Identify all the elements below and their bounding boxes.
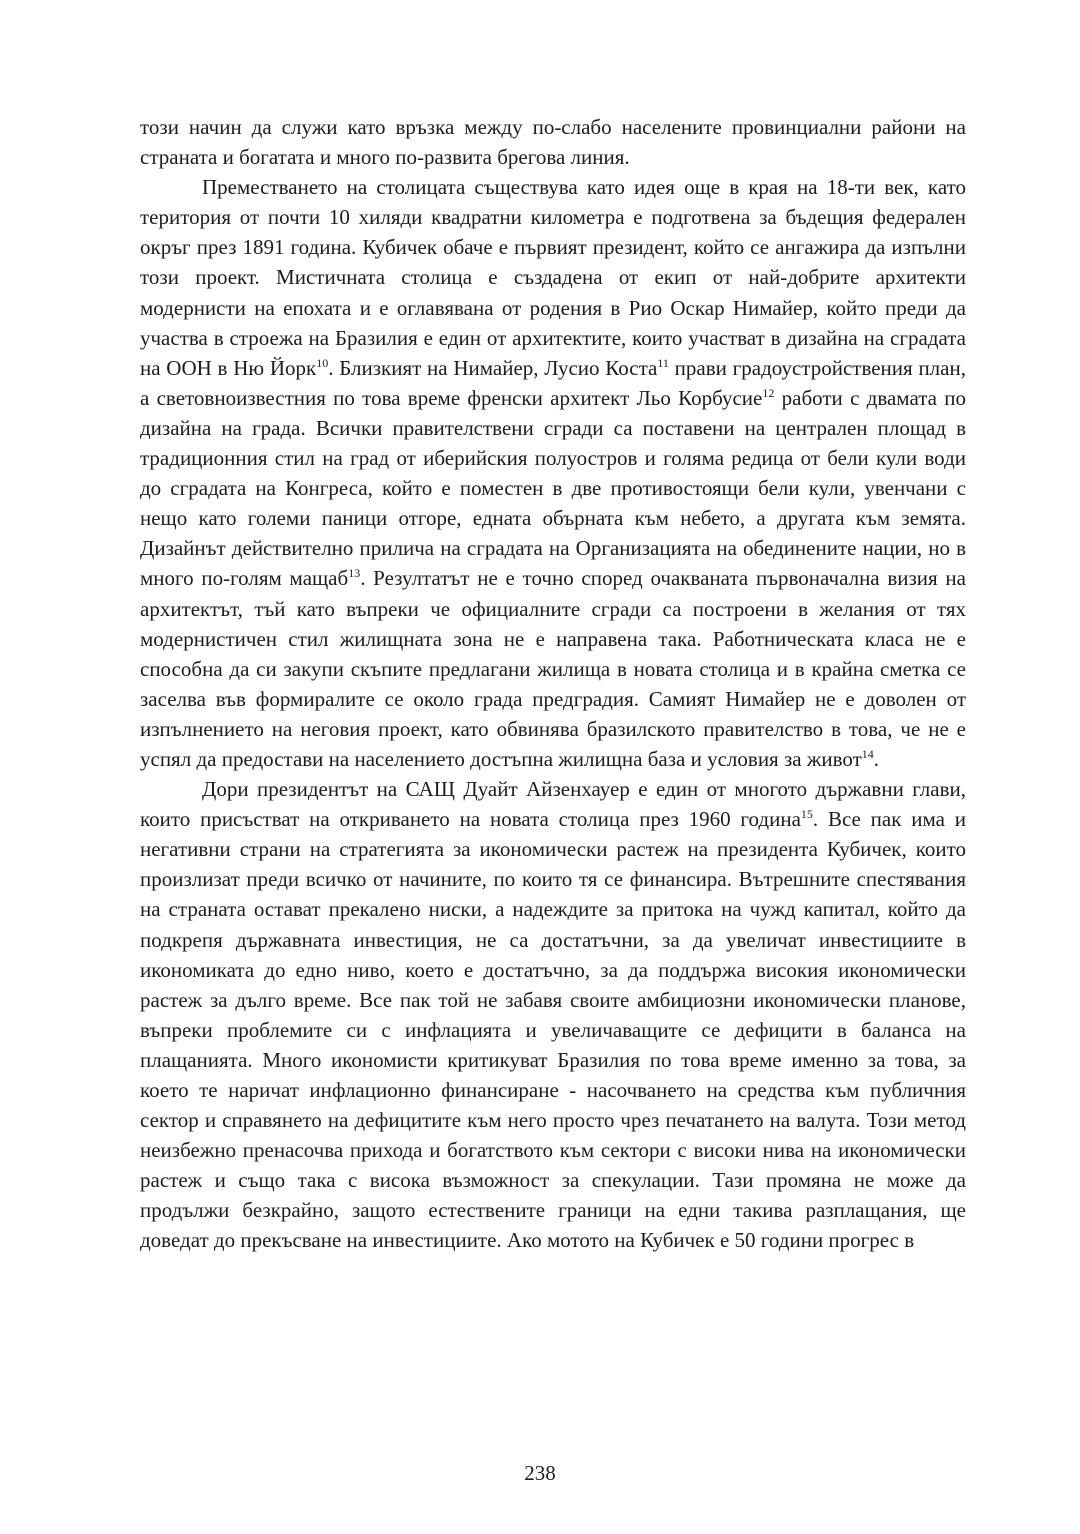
paragraph-2-segment-1: Преместването на столицата съществува като идея още в края на 18-ти век, като територия от почти 10 хиляди квадратни километра е подготвена за бъдещия федерален окръг през 1891 година. Кубичек обаче е първият президент, който се ангажира да изпълни този проект. Мистичната столица е създадена от екип от най-добрите архитекти модернисти на епохата и е оглавявана от родения в Рио Оскар Нимайер, който преди да участва в строежа на Бразилия е един от архитектите, които участват в дизайна на сградата на ООН в Ню Йорк [140, 175, 966, 380]
paragraph-2-segment-5: . Резултатът не е точно според очакваната първоначална визия на архитектът, тъй като въпреки че официалните сгради са построени в желания от тях модернистичен стил жилищната зона не е направена така. Работническата класа не е способна да си закупи скъпите предлагани жилища в новата столица и в крайна сметка се заселва във формиралите се около града предградия. Самият Нимайер не е доволен от изпълнението на неговия проект, като обвинява бразилското правителство в това, че не е успял да предостави на населението достъпна жилищна база и условия за живот [140, 566, 966, 771]
footnote-ref-12: 12 [762, 385, 775, 400]
footnote-ref-14: 14 [861, 746, 874, 761]
paragraph-2-segment-2: . Близкият на Нимайер, Лусио Коста [328, 355, 658, 380]
paragraph-3 [140, 774, 966, 1256]
paragraph-3-segment-1: Дори президентът на САЩ Дуайт Айзенхауер е един от многото държавни глави, които присъстват на откриването на новата столица през 1960 година [140, 777, 966, 832]
footnote-ref-10: 10 [316, 355, 329, 370]
page-number: 238 [524, 1461, 556, 1485]
paragraph-3-segment-2: . Все пак има и негативни страни на стратегията за икономически растеж на президента Кубичек, които произлизат преди всичко от начините, по които тя се финансира. Вътрешните спестявания на страната остават прекалено ниски, а надеждите за притока на чужд капитал, който да подкрепя държавната инвестиция, не са достатъчни, за да увеличат инвестициите в икономиката до едно ниво, което е достатъчно, за да поддържа високия икономически растеж за дълго време. Все пак той не забавя своите амбициозни икономически планове, въпреки проблемите си с инфлацията и увеличаващите се дефицити в баланса на плащанията. Много икономисти критикуват Бразилия по това време именно за това, за което те наричат инфлационно финансиране - насочването на средства към публичния сектор и справянето на дефицитите към него просто чрез печатането на валута. Този метод неизбежно пренасочва прихода и богатството към сектори с високи нива на икономически растеж и също така с висока възможност за спекулации. Тази промяна не може да продължи безкрайно, защото естествените граници на едни такива разплащания, ще доведат до прекъсване на инвестициите. Ако мотото на Кубичек е 50 години прогрес в [140, 807, 967, 1253]
footnote-ref-15: 15 [800, 807, 813, 822]
paragraph-2 [140, 172, 966, 774]
paragraph-1-text: този начин да служи като връзка между по-слабо населените провинциални райони на страната и богатата и много по-развита брегова линия. [140, 115, 966, 170]
body-text [140, 112, 966, 1256]
paragraph-1 [140, 112, 966, 172]
paragraph-2-segment-3: прави градоустройствения план, а световноизвестния по това време френски архитект Льо Корбусие [140, 355, 966, 410]
footnote-ref-11: 11 [657, 355, 669, 370]
paragraph-2-segment-4: работи с двамата по дизайна на града. Всички правителствени сгради са поставени на централен площад в традиционния стил на град от иберийския полуостров и голяма редица от бели кули води до сградата на Конгреса, който е поместен в две противостоящи бели кули, увенчани с нещо като големи паници отгоре, едната обърната към небето, а другата към земята. Дизайнът действително прилича на сградата на Организацията на обединените нации, но в много по-голям мащаб [140, 385, 966, 591]
paragraph-2-segment-6: . [873, 746, 880, 771]
footnote-ref-13: 13 [348, 566, 361, 581]
